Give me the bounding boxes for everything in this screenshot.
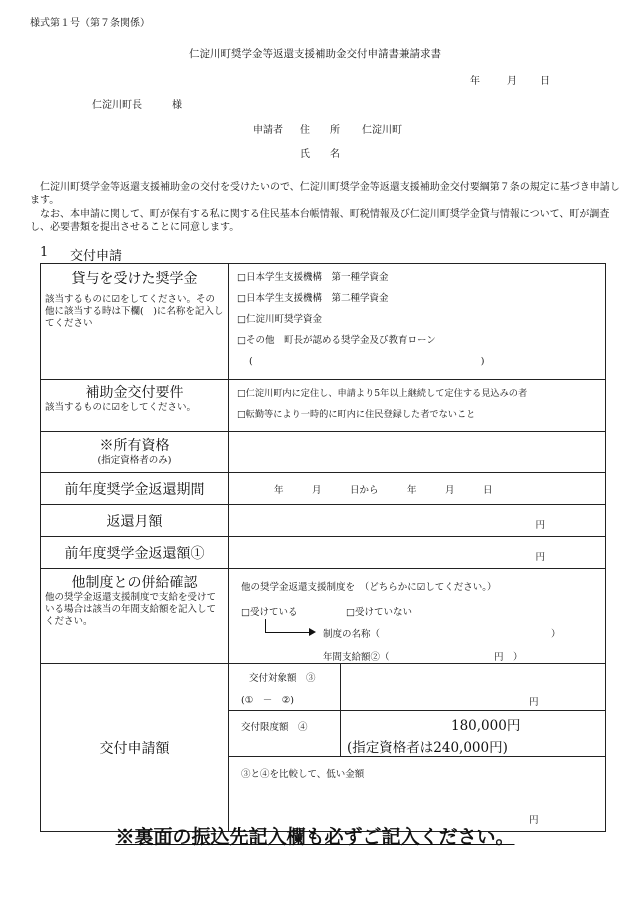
requirement-option-not-temporary[interactable]: □転勤等により一時的に町内に住民登録した者でないこと bbox=[237, 409, 476, 420]
footer-notice: ※裏面の振込先記入欄も必ずご記入ください。 bbox=[115, 826, 515, 848]
grant-compare-unit: 円 bbox=[529, 815, 539, 826]
other-system-no-checkbox[interactable]: □受けていない bbox=[346, 607, 412, 618]
requirements-note: 該当するものに☑をしてください。 bbox=[45, 402, 197, 413]
period-title: 前年度奨学金返還期間 bbox=[64, 481, 205, 498]
grant-limit-note: (指定資格者は240,000円) bbox=[347, 740, 508, 756]
intro-paragraph-2: なお、本申請に関して、町が保有する私に関する住民基本台帳情報、町税情報及び仁淀川町奨学金貸与情報について、町が調査し、必要書類を提出させることに同意します。 bbox=[30, 209, 610, 233]
monthly-input[interactable] bbox=[229, 505, 606, 537]
name-label: 氏 名 bbox=[300, 149, 340, 160]
address-label: 住 所 bbox=[300, 125, 340, 136]
arrow-line-vertical bbox=[265, 619, 266, 633]
grant-compare-label: ③と④を比較して、低い金額 bbox=[241, 769, 365, 780]
address-value: 仁淀川町 bbox=[362, 125, 402, 136]
grant-title: 交付申請額 bbox=[99, 740, 170, 757]
other-system-annual-field[interactable]: 年間支給額②（ 円 ） bbox=[323, 652, 523, 663]
grant-target-formula: (① － ②) bbox=[241, 695, 294, 706]
qualification-subtitle: (指定資格者のみ) bbox=[97, 455, 172, 466]
period-input[interactable]: 年 月 日から 年 月 日 bbox=[274, 484, 493, 496]
intro-paragraph-1: 仁淀川町奨学金等返還支援補助金の交付を受けたいので、仁淀川町奨学金等返還支援補助金交付要綱第７条の規定に基づき申請します。 bbox=[30, 182, 620, 206]
applicant-label: 申請者 bbox=[253, 125, 283, 136]
prev-total-row bbox=[41, 537, 606, 569]
loan-option-niyodogawa[interactable]: □仁淀川町奨学資金 bbox=[237, 314, 322, 325]
other-system-row bbox=[41, 569, 606, 664]
qualification-title: ※所有資格 bbox=[99, 438, 170, 454]
grant-row bbox=[41, 664, 606, 832]
loan-option-other[interactable]: □その他 町長が認める奨学金及び教育ローン bbox=[237, 335, 436, 346]
date-year: 年 bbox=[470, 76, 480, 87]
other-system-question: 他の奨学金返還支援制度を （どちらかに☑してください。） bbox=[241, 582, 497, 593]
loan-option-jasso-2[interactable]: □日本学生支援機構 第二種学資金 bbox=[237, 293, 389, 304]
other-system-note: 他の奨学金返還支援制度で支給を受けている場合は該当の年間支給額を記入してください。 bbox=[45, 592, 217, 627]
requirement-option-residence[interactable]: □仁淀川町内に定住し、申請より5年以上継続して定住する見込みの者 bbox=[237, 388, 528, 399]
application-form-table bbox=[40, 263, 606, 832]
loan-note: 該当するものに☑をしてください。その他に該当する時は下欄( )に名称を記入してください bbox=[45, 294, 224, 329]
loan-other-name-field[interactable]: ( ) bbox=[249, 356, 485, 367]
date-month: 月 bbox=[507, 76, 517, 87]
requirements-title: 補助金交付要件 bbox=[85, 385, 184, 401]
other-system-yes-checkbox[interactable]: □受けている bbox=[241, 607, 298, 618]
other-system-name-field[interactable]: 制度の名称（ ） bbox=[323, 629, 561, 640]
grant-target-unit: 円 bbox=[529, 697, 539, 708]
grant-divider-2 bbox=[229, 756, 606, 757]
section-number: 1 bbox=[40, 245, 49, 260]
section-title: 交付申請 bbox=[70, 249, 123, 264]
prev-total-input[interactable] bbox=[229, 537, 606, 569]
date-day: 日 bbox=[540, 76, 550, 87]
loan-row bbox=[41, 264, 606, 380]
requirements-row bbox=[41, 380, 606, 432]
loan-option-jasso-1[interactable]: □日本学生支援機構 第一種学資金 bbox=[237, 272, 389, 283]
prev-total-unit: 円 bbox=[535, 552, 545, 563]
grant-limit-value: 180,000円 bbox=[451, 718, 521, 734]
prev-total-title: 前年度奨学金返還額① bbox=[64, 545, 205, 562]
loan-title: 貸与を受けた奨学金 bbox=[71, 271, 198, 287]
period-row bbox=[41, 473, 606, 505]
monthly-title: 返還月額 bbox=[106, 513, 163, 530]
other-system-title: 他制度との併給確認 bbox=[71, 575, 198, 591]
monthly-unit: 円 bbox=[535, 520, 545, 531]
qualification-row bbox=[41, 432, 606, 473]
grant-divider-1 bbox=[229, 710, 606, 711]
grant-limit-label: 交付限度額 ④ bbox=[241, 722, 308, 733]
form-number: 様式第１号（第７条関係） bbox=[30, 18, 150, 29]
arrow-head-icon bbox=[309, 628, 316, 636]
addressee: 仁淀川町長 様 bbox=[92, 100, 182, 111]
grant-target-label: 交付対象額 ③ bbox=[249, 673, 316, 684]
arrow-line-horizontal bbox=[265, 632, 311, 633]
qualification-input[interactable] bbox=[229, 432, 606, 473]
monthly-row bbox=[41, 505, 606, 537]
document-title: 仁淀川町奨学金等返還支援補助金交付申請書兼請求書 bbox=[189, 48, 441, 60]
